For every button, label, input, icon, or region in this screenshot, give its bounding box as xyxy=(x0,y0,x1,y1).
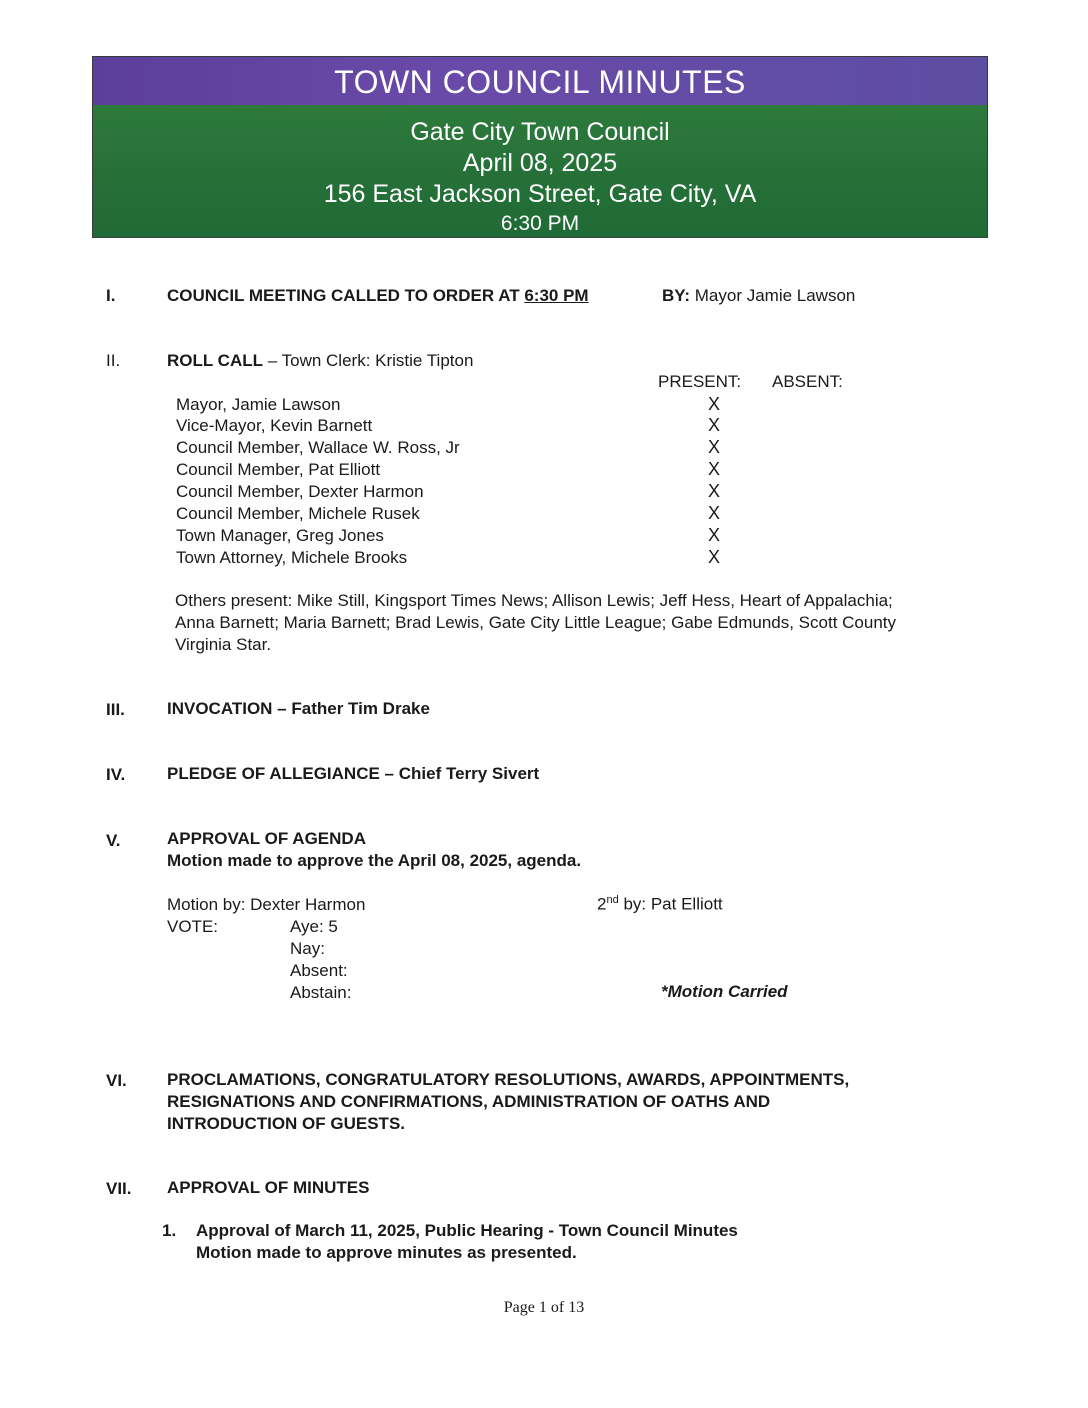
called-by xyxy=(662,286,855,306)
proclamations-heading xyxy=(167,1069,849,1135)
meeting-info xyxy=(93,105,987,238)
present-header: PRESENT: xyxy=(658,372,742,391)
section-6-numeral: VI. xyxy=(106,1071,127,1090)
pledge-heading: PLEDGE OF ALLEGIANCE – Chief Terry Sivert xyxy=(167,764,540,783)
section-2-heading xyxy=(167,351,473,371)
council-name: Gate City Town Council xyxy=(410,118,670,146)
present-mark: X xyxy=(708,503,721,523)
motion-result: *Motion Carried xyxy=(661,982,788,1001)
vote-nay: Nay: xyxy=(290,939,325,958)
present-mark: X xyxy=(708,437,721,457)
item-number: 1. xyxy=(162,1221,177,1240)
roll-member: Town Attorney, Michele Brooks xyxy=(176,548,408,567)
roll-member: Council Member, Michele Rusek xyxy=(176,504,420,523)
others-present-line: Others present: Mike Still, Kingsport Times News; Allison Lewis; Jeff Hess, Heart of Appalachia; xyxy=(175,591,893,610)
section-1-numeral: I. xyxy=(106,286,116,305)
document-title: TOWN COUNCIL MINUTES xyxy=(93,57,987,105)
second-by-name: by: Pat Elliott xyxy=(618,894,723,914)
second-by xyxy=(597,894,723,915)
agenda-motion: Motion made to approve the April 08, 2025, agenda. xyxy=(167,851,582,870)
roll-member: Town Manager, Greg Jones xyxy=(176,526,384,545)
by-value: Mayor Jamie Lawson xyxy=(694,286,856,305)
section-7-numeral: VII. xyxy=(106,1179,132,1198)
approval-of-agenda-heading: APPROVAL OF AGENDA xyxy=(167,829,366,848)
absent-header: ABSENT: xyxy=(772,372,843,391)
town-clerk: – Town Clerk: Kristie Tipton xyxy=(267,351,474,370)
proclamations-line: PROCLAMATIONS, CONGRATULATORY RESOLUTIONS, AWARDS, APPOINTMENTS, xyxy=(167,1070,850,1089)
present-mark: X xyxy=(708,481,721,501)
by-label: BY: xyxy=(662,286,691,305)
section-3-numeral: III. xyxy=(106,700,125,719)
second-ordinal: 2 xyxy=(597,894,607,914)
roll-member: Council Member, Pat Elliott xyxy=(176,460,381,479)
others-present-line: Virginia Star. xyxy=(175,635,272,654)
roll-member: Mayor, Jamie Lawson xyxy=(176,395,341,414)
roll-call-label: ROLL CALL xyxy=(167,351,264,370)
header-banner xyxy=(92,56,988,238)
proclamations-line: INTRODUCTION OF GUESTS. xyxy=(167,1114,405,1133)
vote-abstain: Abstain: xyxy=(290,983,352,1002)
call-to-order-time: 6:30 PM xyxy=(524,286,589,305)
motion-by: Motion by: Dexter Harmon xyxy=(167,895,366,914)
meeting-address: 156 East Jackson Street, Gate City, VA xyxy=(323,180,757,208)
section-4-numeral: IV. xyxy=(106,765,126,784)
vote-label: VOTE: xyxy=(167,917,219,936)
meeting-date: April 08, 2025 xyxy=(462,149,618,177)
section-5-numeral: V. xyxy=(106,831,121,850)
present-mark: X xyxy=(708,459,721,479)
vote-absent: Absent: xyxy=(290,961,348,980)
invocation-heading: INVOCATION – Father Tim Drake xyxy=(167,699,430,718)
present-mark: X xyxy=(708,415,721,435)
roll-member: Council Member, Wallace W. Ross, Jr xyxy=(176,438,460,457)
minutes-item-motion: Motion made to approve minutes as presented. xyxy=(196,1243,577,1262)
section-1-heading xyxy=(167,286,589,306)
call-to-order-label: COUNCIL MEETING CALLED TO ORDER AT xyxy=(167,286,520,305)
proclamations-line: RESIGNATIONS AND CONFIRMATIONS, ADMINISTRATION OF OATHS AND xyxy=(167,1092,771,1111)
present-mark: X xyxy=(708,547,721,567)
others-present xyxy=(175,590,896,656)
roll-member: Vice-Mayor, Kevin Barnett xyxy=(176,416,373,435)
minutes-item-title: Approval of March 11, 2025, Public Hearing - Town Council Minutes xyxy=(196,1221,738,1240)
section-2-numeral: II. xyxy=(106,351,121,370)
meeting-time: 6:30 PM xyxy=(500,212,580,235)
present-mark: X xyxy=(708,394,721,414)
others-present-line: Anna Barnett; Maria Barnett; Brad Lewis, Gate City Little League; Gabe Edmunds, Scott County xyxy=(175,613,896,632)
page-number: Page 1 of 13 xyxy=(503,1299,585,1316)
roll-member: Council Member, Dexter Harmon xyxy=(176,482,424,501)
second-ordinal-suffix: nd xyxy=(606,894,619,906)
present-mark: X xyxy=(708,525,721,545)
approval-of-minutes-heading: APPROVAL OF MINUTES xyxy=(167,1178,370,1197)
vote-aye: Aye: 5 xyxy=(290,917,338,936)
